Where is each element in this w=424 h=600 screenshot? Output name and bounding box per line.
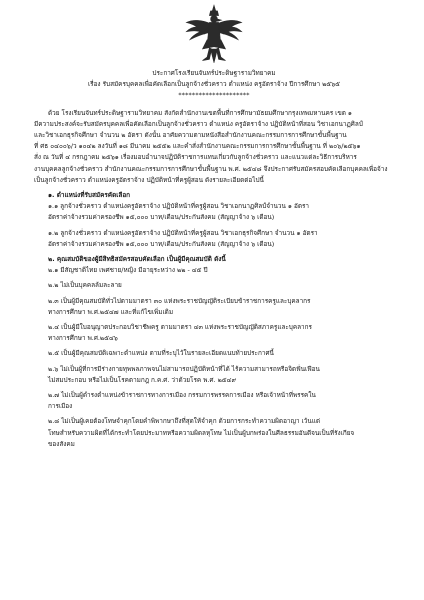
intro-line: และวิชาเอกธุรกิจศึกษา จำนวน ๒ อัตรา ดังนั้น อาศัยความตามหนังสือสำนักงานคณะกรรมการการศึกษาขั้นพื้นฐาน (34, 131, 347, 140)
section-2-heading: ๒. คุณสมบัติของผู้มีสิทธิสมัครสอบคัดเลือก เป็นผู้มีคุณสมบัติ ดังนี้ (48, 255, 226, 264)
intro-line: ที่ ศธ ๐๔๐๐๖/ว ๑๐๔๒ ลงวันที่ ๑๘ มีนาคม ๒๕๕๒ และคำสั่งสำนักงานคณะกรรมการการศึกษาขั้นพื้นฐาน ที่ ๒๐๖/๒๕๖๑ (34, 142, 361, 151)
section-1-item (34, 228, 394, 250)
item-line: ๒.๖ ไม่เป็นผู้ที่การมีร่างกายทุพพลภาพจนไม่สามารถปฏิบัติหน้าที่ได้ ไร้ความสามารถหรือจิตฟั่นเฟือน (48, 364, 320, 373)
intro-line: ด้วย โรงเรียนจันทร์ประดิษฐารามวิทยาคม สังกัดสำนักงานเขตพื้นที่การศึกษามัธยมศึกษากรุงเทพมหานคร เขต ๑ (48, 108, 352, 117)
announcement-subject: เรื่อง รับสมัครบุคคลเพื่อคัดเลือกเป็นลูกจ้างชั่วคราว ตำแหน่ง ครูอัตราจ้าง ปีการศึกษา ๒๕๖๕ (87, 80, 341, 89)
section-2-item (34, 390, 394, 412)
section-2-item (34, 296, 394, 318)
item-line: โทษสำหรับความผิดที่ได้กระทำโดยประมาทหรือความผิดลหุโทษ ไม่เป็นผู้บกพร่องในศีลธรรมอันดีจนเป็นที่รังเกียจ (48, 428, 355, 437)
item-line: ๑.๑ ลูกจ้างชั่วคราว ตำแหน่งครูอัตราจ้าง ปฏิบัติหน้าที่ครูผู้สอน วิชาเอกนาฏศิลป์จำนวน ๑ อัตรา (48, 202, 310, 211)
intro-line: สั่ง ณ วันที่ ๔ กรกฎาคม ๒๕๖๑ เรื่องมอบอำนาจปฏิบัติราชการแทนเกี่ยวกับลูกจ้างชั่วคราว และแนวแต่ละวิธีการบริหาร (34, 153, 357, 162)
announcement-org: ประกาศโรงเรียนจันทร์ประดิษฐารามวิทยาคม (152, 69, 276, 77)
separator-stars: ********************* (178, 91, 250, 100)
intro-line: เป็นลูกจ้างชั่วคราว ตำแหน่งครูอัตราจ้าง ปฏิบัติหน้าที่ครูผู้สอน ดังรายละเอียดต่อไปนี้ (34, 175, 264, 184)
intro-line: งานบุคคลลูกจ้างชั่วคราว สำนักงานคณะกรรมการการศึกษาขั้นพื้นฐาน พ.ศ. ๒๕๔๘ จึงประกาศรับสมัครสอบคัดเลือกบุคคลเพื่อจ้าง (34, 164, 388, 173)
item-line: ทางการศึกษา พ.ศ.๒๕๔๖ (48, 334, 118, 343)
item-line: การเมือง (48, 402, 73, 411)
intro-paragraph (34, 108, 394, 186)
section-2-item (34, 280, 394, 291)
item-line: ไม่สมประกอบ หรือไม่เป็นโรคตามกฎ ก.ค.ศ. ว่าด้วยโรค พ.ศ. ๒๕๔๙ (48, 375, 237, 384)
item-line: ๒.๔ เป็นผู้มีใบอนุญาตประกอบวิชาชีพครู ตามมาตรา ๔๓ แห่งพระราชบัญญัติสภาครูและบุคลากร (48, 323, 312, 332)
item-line: ของสังคม (48, 439, 75, 448)
item-line: ทางการศึกษา พ.ศ.๒๕๔๗ และที่แก้ไขเพิ่มเติม (48, 307, 174, 316)
intro-line: มีความประสงค์จะรับสมัครบุคคลเพื่อคัดเลือกเป็นลูกจ้างชั่วคราว ตำแหน่ง ครูอัตราจ้าง ปฏิบัติหน้าที่สอน วิชาเอกนาฏศิลป์ (34, 119, 363, 128)
section-1-heading: ๑. ตำแหน่งที่รับสมัครคัดเลือก (48, 191, 131, 200)
section-2-item (34, 416, 394, 450)
item-line: ๑.๒ ลูกจ้างชั่วคราว ตำแหน่งครูอัตราจ้าง ปฏิบัติหน้าที่ครูผู้สอน วิชาเอกธุรกิจศึกษา จำนวน ๑ อัตรา (48, 228, 318, 237)
item-line: อัตราค่าจ้างรวมค่าครองชีพ ๑๕,๐๐๐ บาท/เดือน/ประกันสังคม (สัญญาจ้าง ๖ เดือน) (48, 239, 275, 248)
section-2-item (34, 322, 394, 344)
section-1-item (34, 201, 394, 223)
item-line: อัตราค่าจ้างรวมค่าครองชีพ ๑๕,๐๐๐ บาท/เดือน/ประกันสังคม (สัญญาจ้าง ๖ เดือน) (48, 213, 275, 222)
item-line: ๒.๑ มีสัญชาติไทย เพศชาย/หญิง มีอายุระหว่าง ๒๒ - ๔๕ ปี (48, 266, 208, 275)
section-2-item (34, 348, 394, 359)
item-line: ๒.๒ ไม่เป็นบุคคลล้มละลาย (48, 281, 122, 290)
item-line: ๒.๕ เป็นผู้มีคุณสมบัติเฉพาะตำแหน่ง ตามที่ระบุไว้ในรายละเอียดแนบท้ายประกาศนี้ (48, 349, 274, 358)
section-2-item (34, 265, 394, 276)
section-2-item (34, 364, 394, 386)
item-line: ๒.๓ เป็นผู้มีคุณสมบัติทั่วไปตามมาตรา ๓๐ แห่งพระราชบัญญัติระเบียบข้าราชการครูและบุคลากร (48, 296, 311, 305)
garuda-emblem-icon (185, 4, 243, 64)
item-line: ๒.๗ ไม่เป็นผู้ดำรงตำแหน่งข้าราชการทางการเมือง กรรมการพรรคการเมือง หรือเจ้าหน้าที่พรรคใน (48, 391, 316, 400)
item-line: ๒.๘ ไม่เป็นผู้เคยต้องโทษจำคุกโดยคำพิพากษาถึงที่สุดให้จำคุก ด้วยการกระทำความผิดอาญา เว้นแต่ (48, 417, 320, 426)
